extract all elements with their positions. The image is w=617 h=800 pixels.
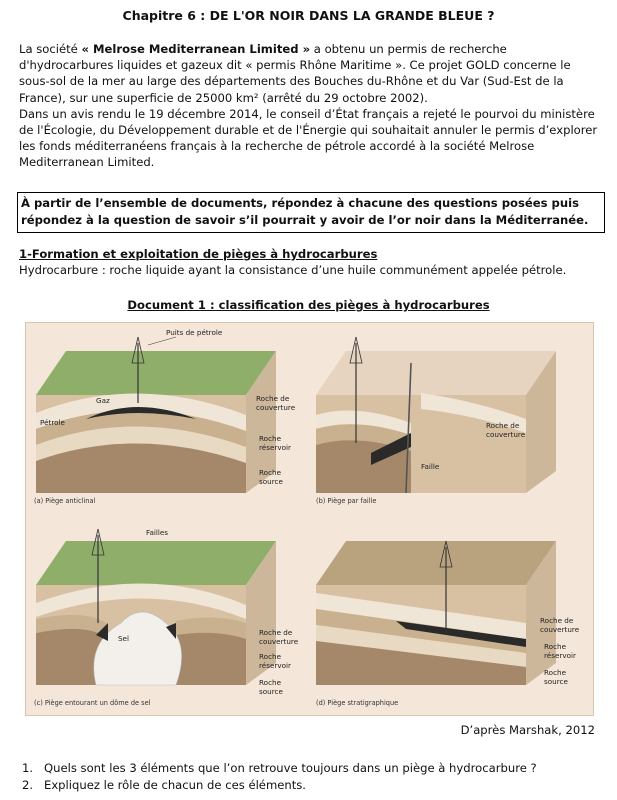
question-item xyxy=(22,760,537,777)
figure-source: D’après Marshak, 2012 xyxy=(460,723,595,737)
caption-b: (b) Piège par faille xyxy=(316,497,377,505)
company-name: « Melrose Mediterranean Limited » xyxy=(81,42,311,56)
label-c-couverture-2: couverture xyxy=(259,637,299,646)
label-c-source-2: source xyxy=(259,687,283,696)
label-d-reservoir-2: réservoir xyxy=(544,651,576,660)
question-number: 1. xyxy=(22,761,34,775)
question-number: 2. xyxy=(22,778,34,792)
intro-paragraph-1 xyxy=(19,41,604,106)
label-a-reservoir-2: réservoir xyxy=(259,443,291,452)
intro-p1-end: a obtenu un permis de recherche d'hydrocarbures liquides et gazeux dit « permis Rhône Maritime ». Ce projet GOLD concerne le sous-sol de la mer au large des départements des Bouches du-Rhône et du Var (Sud-Est de la France), sur une superficie de 25000 km² (arrêté du 29 octobre 2002). xyxy=(19,42,571,105)
intro-p1-start: La société xyxy=(19,42,82,56)
panel-fault xyxy=(316,337,556,505)
label-d-couverture-2: couverture xyxy=(540,625,580,634)
panel-anticline xyxy=(34,328,296,505)
question-text: Expliquez le rôle de chacun de ces éléments. xyxy=(44,778,306,792)
question-item xyxy=(22,777,537,794)
label-sel: Sel xyxy=(118,634,129,643)
panel-stratigraphic xyxy=(316,541,580,707)
label-puits: Puits de pétrole xyxy=(166,328,223,337)
label-faille: Faille xyxy=(421,462,440,471)
label-d-reservoir-1: Roche xyxy=(544,642,566,651)
label-petrole: Pétrole xyxy=(40,418,65,427)
label-c-reservoir-2: réservoir xyxy=(259,661,291,670)
questions-list xyxy=(22,760,537,794)
label-a-couverture-1: Roche de xyxy=(256,394,290,403)
definition-text: Hydrocarbure : roche liquide ayant la consistance d’une huile communément appelée pétrole. xyxy=(19,263,567,277)
label-b-couverture-1: Roche de xyxy=(486,421,520,430)
label-failles: Failles xyxy=(146,528,169,537)
caption-c: (c) Piège entourant un dôme de sel xyxy=(34,699,151,707)
label-d-source-1: Roche xyxy=(544,668,566,677)
traps-figure xyxy=(25,322,594,716)
page-title: Chapitre 6 : DE L'OR NOIR DANS LA GRANDE BLEUE ? xyxy=(122,8,495,23)
label-c-reservoir-1: Roche xyxy=(259,652,281,661)
section-heading: 1-Formation et exploitation de pièges à hydrocarbures xyxy=(19,247,378,261)
label-d-source-2: source xyxy=(544,677,568,686)
caption-d: (d) Piège stratigraphique xyxy=(316,699,399,707)
intro-paragraph-2: Dans un avis rendu le 19 décembre 2014, le conseil d’État français a rejeté le pourvoi du ministère de l'Écologie, du Développement durable et de l'Énergie qui souhaitait annuler le permis d’explorer les fonds méditerranéens français à la recherche de pétrole accordé à la société Melrose Mediterranean Limited. xyxy=(19,106,598,170)
caption-a: (a) Piège anticlinal xyxy=(34,497,96,505)
label-d-couverture-1: Roche de xyxy=(540,616,574,625)
label-a-source-1: Roche xyxy=(259,468,281,477)
label-a-source-2: source xyxy=(259,477,283,486)
label-a-couverture-2: couverture xyxy=(256,403,296,412)
question-text: Quels sont les 3 éléments que l’on retrouve toujours dans un piège à hydrocarbure ? xyxy=(44,761,537,775)
instruction-box: À partir de l’ensemble de documents, répondez à chacune des questions posées puis répondez à la question de savoir s’il pourrait y avoir de l’or noir dans la Méditerranée. xyxy=(17,192,605,233)
label-c-source-1: Roche xyxy=(259,678,281,687)
traps-illustration xyxy=(26,323,593,715)
label-b-couverture-2: couverture xyxy=(486,430,526,439)
label-gaz: Gaz xyxy=(96,396,110,405)
panel-salt-dome xyxy=(34,528,299,707)
label-c-couverture-1: Roche de xyxy=(259,628,293,637)
label-a-reservoir-1: Roche xyxy=(259,434,281,443)
intro-text xyxy=(19,41,604,171)
document-1-title: Document 1 : classification des pièges à hydrocarbures xyxy=(127,298,490,312)
